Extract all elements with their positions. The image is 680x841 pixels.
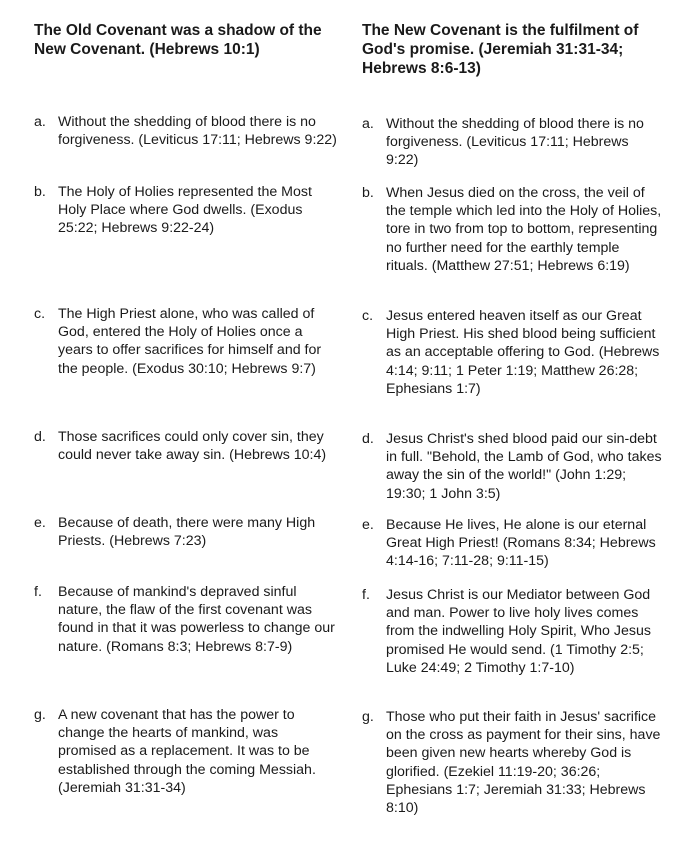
- item-letter: g.: [362, 709, 374, 725]
- item-letter: a.: [362, 116, 374, 132]
- item-letter: g.: [34, 707, 46, 723]
- item-text: Because of mankind's depraved sinful nature, the flaw of the first covenant was found in that it was powerless to change our nature. (Romans 8:3; Hebrews 8:7-9): [58, 584, 335, 655]
- old-covenant-item-c: [34, 305, 338, 378]
- item-text: Because He lives, He alone is our eternal Great High Priest! (Romans 8:34; Hebrews 4:14-16; 7:11-28; 9:11-15): [386, 517, 656, 570]
- item-letter: a.: [34, 114, 46, 130]
- item-text: Jesus Christ's shed blood paid our sin-debt in full. "Behold, the Lamb of God, who takes away the sin of the world!" (John 1:29; 19:30; 1 John 3:5): [386, 431, 662, 502]
- new-covenant-item-b: [362, 184, 662, 275]
- item-letter: d.: [34, 429, 46, 445]
- new-covenant-item-a: [362, 115, 662, 170]
- item-text: The Holy of Holies represented the Most Holy Place where God dwells. (Exodus 25:22; Hebrews 9:22-24): [58, 184, 312, 237]
- new-covenant-item-g: [362, 708, 662, 817]
- item-text: Those sacrifices could only cover sin, they could never take away sin. (Hebrews 10:4): [58, 429, 327, 464]
- item-text: The High Priest alone, who was called of God, entered the Holy of Holies once a years to offer sacrifices for himself and for the people. (Exodus 30:10; Hebrews 9:7): [58, 306, 322, 377]
- old-covenant-item-g: [34, 706, 338, 797]
- item-letter: f.: [362, 587, 370, 603]
- old-covenant-item-f: [34, 583, 338, 656]
- item-text: Because of death, there were many High Priests. (Hebrews 7:23): [58, 515, 316, 550]
- item-text: Jesus entered heaven itself as our Great High Priest. His shed blood being sufficient as an acceptable offering to God. (Hebrews 4:14; 9:11; 1 Peter 1:19; Matthew 26:28; Ephesians 1:7): [386, 308, 660, 397]
- new-covenant-item-e: [362, 516, 662, 571]
- old-covenant-heading: The Old Covenant was a shadow of the New Covenant. (Hebrews 10:1): [34, 22, 322, 58]
- item-letter: b.: [34, 184, 46, 200]
- old-covenant-item-a: [34, 113, 338, 149]
- item-letter: c.: [34, 306, 46, 322]
- item-text: When Jesus died on the cross, the veil of the temple which led into the Holy of Holies, tore in two from top to bottom, representing no further need for the earthly temple rituals. (Matthew 27:51; Hebrews 6:19): [386, 185, 662, 274]
- new-covenant-item-c: [362, 307, 662, 398]
- item-letter: e.: [362, 517, 374, 533]
- new-covenant-item-d: [362, 430, 662, 503]
- item-letter: e.: [34, 515, 46, 531]
- old-covenant-item-e: [34, 514, 338, 550]
- item-letter: d.: [362, 431, 374, 447]
- new-covenant-heading: The New Covenant is the fulfilment of God's promise. (Jeremiah 31:31-34; Hebrews 8:6-13): [362, 22, 639, 77]
- new-covenant-item-f: [362, 586, 662, 677]
- item-letter: c.: [362, 308, 374, 324]
- item-text: A new covenant that has the power to change the hearts of mankind, was promised as a replacement. It was to be established through the coming Messiah. (Jeremiah 31:31-34): [58, 707, 316, 796]
- item-letter: f.: [34, 584, 42, 600]
- item-text: Without the shedding of blood there is no forgiveness. (Leviticus 17:11; Hebrews 9:22): [58, 114, 337, 149]
- old-covenant-item-d: [34, 428, 338, 464]
- item-letter: b.: [362, 185, 374, 201]
- old-covenant-item-b: [34, 183, 338, 238]
- item-text: Jesus Christ is our Mediator between God and man. Power to live holy lives comes from the indwelling Holy Spirit, Who Jesus promised He would send. (1 Timothy 2:5; Luke 24:49; 2 Timothy 1:7-10): [386, 587, 651, 676]
- item-text: Without the shedding of blood there is no forgiveness. (Leviticus 17:11; Hebrews 9:22): [386, 116, 644, 169]
- item-text: Those who put their faith in Jesus' sacrifice on the cross as payment for their sins, have been given new hearts whereby God is glorified. (Ezekiel 11:19-20; 36:26; Ephesians 1:7; Jeremiah 31:33; Hebrews 8:10): [386, 709, 661, 817]
